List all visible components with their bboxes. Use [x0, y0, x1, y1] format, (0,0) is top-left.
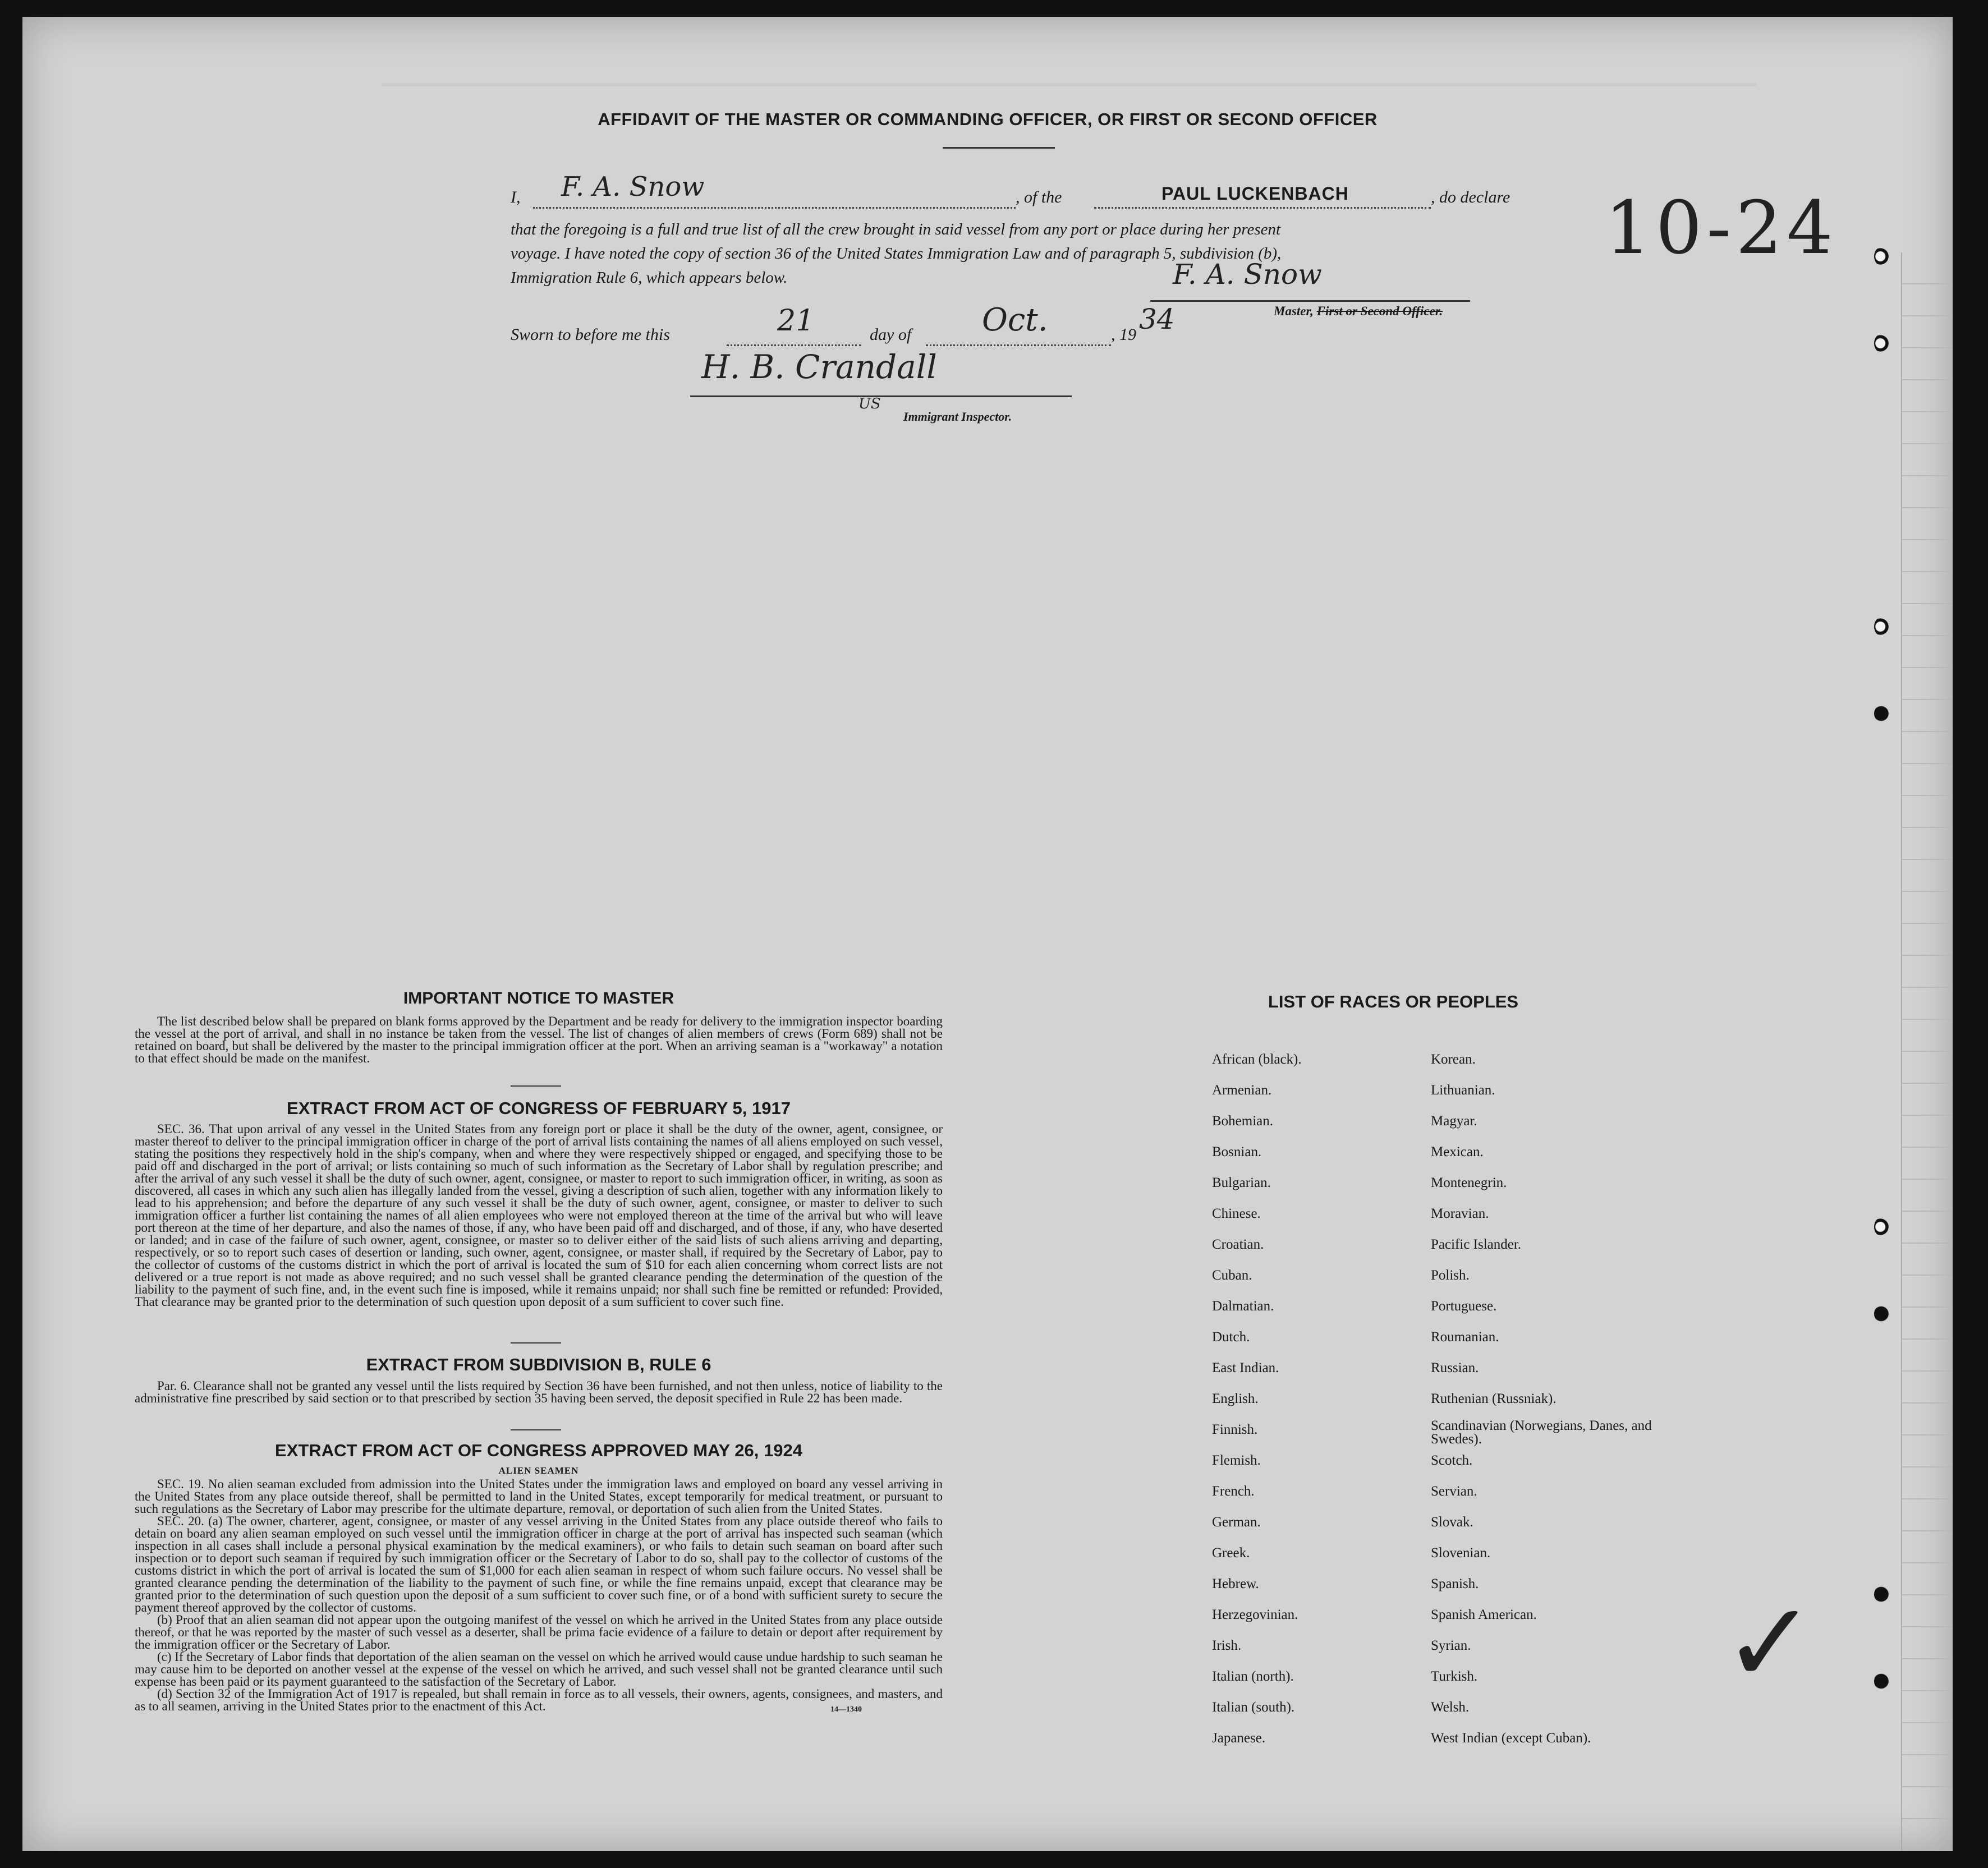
race-left-item: Bohemian. [1212, 1114, 1274, 1129]
sworn-day: 21 [777, 304, 815, 338]
affidavit-body-line1: that the foregoing is a full and true list of all the crew brought in said vessel from any port or place during her present [511, 220, 1281, 238]
race-left-item: African (black). [1212, 1052, 1302, 1067]
extract-1917-title: EXTRACT FROM ACT OF CONGRESS OF FEBRUARY 5, 1917 [287, 1098, 791, 1118]
race-left-item: Armenian. [1212, 1083, 1272, 1098]
do-declare-label: , do declare [1431, 188, 1510, 206]
race-right-item: Slovak. [1431, 1515, 1473, 1530]
sec20d-text: (d) Section 32 of the Immigration Act of 1917 is repealed, but shall remain in force as to all vessels, their owners, agents, consignees, and masters, and as to all seamen, arriving in the United States prior to the enactment of this Act. [135, 1687, 943, 1713]
affidavit-body-line2: voyage. I have noted the copy of section 36 of the United States Immigration Law and of paragraph 5, subdivision (b), [511, 245, 1282, 263]
race-right-item: Turkish. [1431, 1669, 1478, 1684]
race-right-item: Syrian. [1431, 1638, 1471, 1653]
of-the-label: , of the [1016, 188, 1062, 206]
race-right-item: Russian. [1431, 1360, 1479, 1375]
race-left-item: Dalmatian. [1212, 1299, 1274, 1314]
race-left-item: Irish. [1212, 1638, 1242, 1653]
inspector-label: Immigrant Inspector. [903, 410, 1012, 424]
struck-officer-label: First or Second Officer. [1316, 304, 1443, 318]
punch-hole-icon [1874, 1304, 1890, 1323]
inspector-initials: US [858, 395, 881, 412]
sworn-line [511, 302, 1240, 348]
race-right-item: Slovenian. [1431, 1545, 1491, 1561]
affidavit-rule [943, 147, 1055, 149]
race-right-item: Ruthenian (Russniak). [1431, 1391, 1557, 1406]
race-left-item: Hebrew. [1212, 1576, 1259, 1591]
bleed-through-header [382, 83, 1756, 103]
race-left-item: Cuban. [1212, 1268, 1252, 1283]
race-right-item: Korean. [1431, 1052, 1476, 1067]
race-left-item: Herzegovinian. [1212, 1607, 1298, 1622]
sec20c-text: (c) If the Secretary of Labor finds that deportation of the alien seaman on the vessel on which he arrived would cause undue hardship to such seaman he may cause him to be deported on another vessel at the expense of the vessel on which he arrived, and such vessel shall not be granted clearance until such expense has been paid or its payment guaranteed to the satisfaction of the Secretary of Labor. [135, 1650, 943, 1688]
master-signature: F. A. Snow [1173, 258, 1322, 291]
notice-text: The list described below shall be prepared on blank forms approved by the Department and be ready for delivery to the immigration inspector boarding the vessel at the port of arrival, and shall in no instance be taken from the vessel. The list of changes of alien members of crews (Form 689) shall not be retained on board, but shall be delivered by the master to the principal immigration officer at the port. When an arriving seaman is a "workaway" a notation to that effect should be made on the manifest. [135, 1014, 943, 1065]
i-label: I, [511, 188, 521, 206]
race-right-item: Spanish American. [1431, 1607, 1537, 1622]
race-right-item: Moravian. [1431, 1206, 1489, 1221]
race-left-item: Croatian. [1212, 1237, 1264, 1252]
affidavit-line-officer [511, 171, 1537, 210]
ruled-margin [1901, 252, 1953, 1851]
extract-1924-body [135, 1478, 943, 1713]
race-right-item: Roumanian. [1431, 1329, 1499, 1345]
race-left-item: Bosnian. [1212, 1144, 1262, 1160]
sec19-text: SEC. 19. No alien seaman excluded from admission into the United States under the immigration laws and employed on board any vessel arriving in the United States from any place outside thereof, shall be permitted to land in the United States, except temporarily for medical treatment, or pursuant to such regulations as the Secretary of Labor may prescribe for the ultimate departure, removal, or deportation of such alien from the United States. [135, 1477, 943, 1516]
affidavit-title: AFFIDAVIT OF THE MASTER OR COMMANDING OFFICER, OR FIRST OR SECOND OFFICER [598, 109, 1378, 129]
race-right-item: Scotch. [1431, 1453, 1473, 1468]
race-right-item: Pacific Islander. [1431, 1237, 1522, 1252]
day-of-label: day of [870, 325, 912, 344]
race-right-item: Scandinavian (Norwegians, Danes, and Swedes). [1431, 1418, 1652, 1447]
race-right-item: West Indian (except Cuban). [1431, 1731, 1591, 1746]
race-left-item: Bulgarian. [1212, 1175, 1271, 1190]
punch-hole-icon [1874, 334, 1890, 353]
extract-rule6-title: EXTRACT FROM SUBDIVISION B, RULE 6 [366, 1355, 711, 1374]
race-right-item: Servian. [1431, 1484, 1477, 1499]
vessel-name: PAUL LUCKENBACH [1161, 183, 1349, 204]
punch-hole-icon [1874, 617, 1890, 636]
race-right-item: Portuguese. [1431, 1299, 1497, 1314]
race-left-item: Greek. [1212, 1545, 1250, 1561]
form-number: 14—1340 [830, 1705, 862, 1714]
race-left-item: Dutch. [1212, 1329, 1250, 1345]
punch-hole-icon [1874, 247, 1890, 266]
punch-hole-icon [1874, 704, 1890, 723]
check-mark: ✓ [1723, 1578, 1817, 1709]
race-left-item: German. [1212, 1515, 1261, 1530]
sec20b-text: (b) Proof that an alien seaman did not appear upon the outgoing manifest of the vessel on which he arrived in the United States from any place outside thereof, or that he was reported by the master of such vessel as a deserter, shall be prima facie evidence of a failure to detain or deport after requirement by the immigration officer or the Secretary of Labor. [135, 1613, 943, 1651]
extract-1924-subtitle: ALIEN SEAMEN [498, 1465, 579, 1476]
races-title: LIST OF RACES OR PEOPLES [1268, 992, 1519, 1011]
officer-signature: F. A. Snow [561, 171, 705, 203]
race-right-item: Montenegrin. [1431, 1175, 1507, 1190]
race-right-item: Magyar. [1431, 1114, 1477, 1129]
punch-hole-icon [1874, 1585, 1890, 1604]
punch-hole-icon [1874, 1672, 1890, 1691]
document-sheet [22, 17, 1953, 1851]
master-label: Master, [1274, 304, 1314, 318]
race-left-item: Italian (north). [1212, 1669, 1294, 1684]
race-left-item: Finnish. [1212, 1422, 1258, 1437]
race-left-item: English. [1212, 1391, 1259, 1406]
notice-title: IMPORTANT NOTICE TO MASTER [403, 989, 674, 1007]
race-left-item: Italian (south). [1212, 1700, 1295, 1715]
race-left-item: Chinese. [1212, 1206, 1261, 1221]
race-left-item: French. [1212, 1484, 1255, 1499]
punch-hole-icon [1874, 1217, 1890, 1236]
extract-1924-title: EXTRACT FROM ACT OF CONGRESS APPROVED MAY 26, 1924 [275, 1441, 802, 1460]
race-right-item: Polish. [1431, 1268, 1470, 1283]
race-right-item: Lithuanian. [1431, 1083, 1495, 1098]
affidavit-body-line3: Immigration Rule 6, which appears below. [511, 269, 788, 287]
race-left-item: Japanese. [1212, 1731, 1266, 1746]
sec20a-text: SEC. 20. (a) The owner, charterer, agent, consignee, or master of any vessel arriving in the United States from any place outside thereof who fails to detain on board any alien seaman employed on such vessel until the immigration officer in charge at the port of arrival has inspected such seaman (which inspection in all cases shall include a personal physical examination by the medical examiners), or who fails to detain such seaman on board after such inspection or to deport such seaman if required by such immigration officer or the Secretary of Labor to do so, shall pay to the collector of customs of the customs district in which the port of arrival is located the sum of $1,000 for each alien seaman in respect of whom such failure occurs. No vessel shall be granted clearance pending the determination of the liability to the payment of such fine, or while the fine remains unpaid, except that clearance may be granted prior to the determination of such question upon the deposit of a sum sufficient to cover such fine, or of a bond with sufficient surety to secure the payment thereof approved by the collector of customs. [135, 1514, 943, 1614]
affidavit-body [511, 218, 1537, 290]
inspector-signature: H. B. Crandall [701, 348, 937, 386]
extract-rule6-text: Par. 6. Clearance shall not be granted any vessel until the lists required by Section 36 have been furnished, and not then unless, notice of liability to the administrative fine prescribed by said section or to that prescribed by section 35 having been served, the deposit specified in Rule 22 has been made. [135, 1379, 943, 1405]
extract-1917-text: SEC. 36. That upon arrival of any vessel in the United States from any foreign port or place it shall be the duty of the owner, agent, consignee, or master thereof to deliver to the principal immigration officer in charge of the port of arrival lists containing the names of all aliens employed on such vessel, stating the positions they respectively hold in the ship's company, when and where they were respectively shipped or engaged, and specifying those to be paid off and discharged in the port of arrival; or lists containing so much of such information as the Secretary of Labor shall by regulation prescribe; and after the arrival of any such vessel it shall be the duty of such owner, agent, consignee, or master to report to such immigration officer, in writing, as soon as discovered, all cases in which any such alien has illegally landed from the vessel, giving a description of such alien, together with any information likely to lead to his apprehension; and before the departure of any such vessel it shall be the duty of such owner, agent, consignee, or master to deliver to such immigration officer a further list containing the names of all alien employees who were not employed thereon at the time of the arrival but who will leave port thereon at the time of her departure, and also the names of those, if any, who have been paid off and discharged, and of those, if any, who have deserted or landed; and in case of the failure of such owner, agent, consignee, or master so to deliver either of the said lists of such aliens arriving and departing, respectively, or so to report such cases of desertion or landing, such owner, agent, consignee, or master shall, if required by the Secretary of Labor, pay to the collector of customs of the customs district in which the port of arrival is located the sum of $10 for each alien concerning whom correct lists are not delivered or a true report is not made as above required; and no such vessel shall be granted clearance pending the determination of the question of the liability to the payment of such fine, and, in the event such fine is imposed, while it remains unpaid; nor shall such fine be remitted or refunded: Provided, That clearance may be granted prior to the determination of such question upon deposit of a sum sufficient to cover such fine. [135, 1122, 943, 1309]
race-right-item: Spanish. [1431, 1576, 1479, 1591]
race-right-item: Welsh. [1431, 1700, 1470, 1715]
master-label-line [1274, 304, 1443, 319]
race-left-item: Flemish. [1212, 1453, 1261, 1468]
year-suffix: 34 [1139, 303, 1175, 335]
race-right-item: Mexican. [1431, 1144, 1484, 1160]
race-left-item: East Indian. [1212, 1360, 1279, 1375]
year-prefix: , 19 [1111, 325, 1136, 344]
sworn-month: Oct. [982, 302, 1048, 338]
margin-note: 10-24 [1605, 185, 1838, 270]
sworn-label: Sworn to before me this [511, 325, 670, 344]
